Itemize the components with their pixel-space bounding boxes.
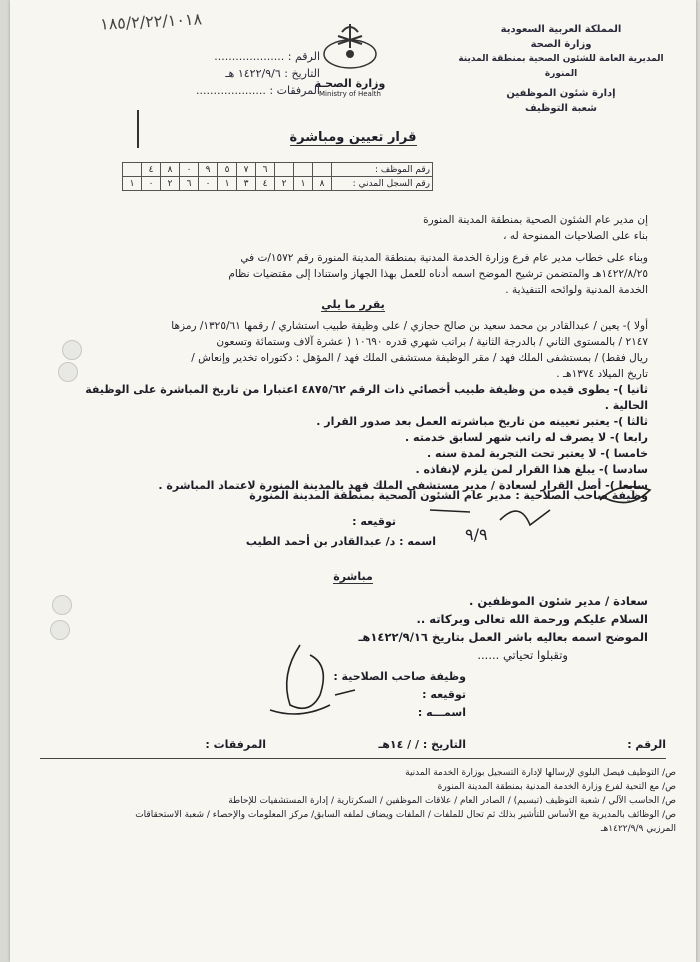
cc-list [16,766,676,836]
footer-divider [40,758,666,759]
date-label: التاريخ [291,67,320,80]
logo-english: Ministry of Health [319,90,381,98]
employee-id-table [122,162,433,191]
signature-icon [260,635,370,725]
emblem-icon [320,18,380,73]
list-item: تاريخ الميلاد ١٣٧٤هـ . [556,368,648,380]
letterhead-line: وزارة الصحة [530,39,592,50]
letterhead-line: إدارة شئون الموظفين [506,88,616,99]
authority-role: وظيفة صاحب الصلاحية : مدير عام الشئون الصحية بمنطقة المدينة المنورة [249,489,648,502]
letterhead-line: شعبة التوظيف [524,103,598,114]
attach-label: المرفقات [276,84,320,97]
list-item: سابعا )- أصل القرار لسعادة / مدير مستشفى الملك فهد بالمدينة المنورة لاعتماد المباشرة . [158,479,648,492]
ministry-logo [310,18,390,98]
list-item: ثانيا )- يطوى قيده من وظيفة طبيب أخصائي ذات الرقم ٤٨٧٥/٦٢ اعتبارا من تاريخ المباشرة على الوظيفة الحالية . [85,383,648,412]
civil-record-label: رقم السجل المدني : [332,177,433,191]
footer-ref: الرقم : [627,738,666,751]
list-item: سادسا )- يبلغ هذا القرار لمن يلزم لإنفاذه . [415,463,648,476]
intro-paragraph: إن مدير عام الشئون الصحية بمنطقة المدينة المنورة بناء على الصلاحيات الممنوحة له ، وبناء على خطاب مدير عام فرع وزارة الخدمة المدنية بمنطقة المدينة المنورة رقم ١٥٧٢/ت في ١٤٢٢/٨/٢٥هـ والمتضمن ترشيح الموضح اسمه أدناه للعمل بهذا الجهاز واستنادا إلى مقتضيات نظام الخدمة المدنية ولوائحه التنفيذية . [228,214,648,296]
signature-icon [350,470,670,540]
list-item: ٢١٤٧ / بالمستوى الثاني / بالدرجة الثانية / براتب شهري قدره ١٠٦٩٠ ( عشرة آلاف وستمائة وتسعون [216,336,648,348]
list-item: المرزبي ١٤٢٢/٩/٩هـ [600,824,676,834]
employee-number-label: رقم الموظف : [332,163,433,177]
document-page [10,0,696,962]
mubasharah-authority: وظيفة صاحب الصلاحية : توقيعه : اسمـــه : [333,670,466,719]
decides-heading: يقرر ما يلي [321,298,385,311]
list-item: ص/ الوظائف بالمديرية مع الأساس للتأشير بذلك ثم تحال للملفات / الملفات ويضاف لملفه السابق/ مركز المعلومات والإحصاء / شعبة الاستحقاقات [135,810,676,820]
ref-label: الرقم [294,50,320,63]
list-item: ص/ مع التحية لفرع وزارة الخدمة المدنية بمنطقة المدينة المنورة [437,782,676,792]
letterhead-line: المملكة العربية السعودية [500,24,622,35]
table-row: ٤ ٨ ٠ ٩ ٥ ٧ ٦ رقم الموظف : [123,163,433,177]
ref-block: الرقم : .................... التاريخ : ١٤٢٢/٩/٦ هـ المرفقات : .................... [195,50,320,97]
logo-arabic: وزارة الصحـة [314,77,386,90]
decision-items [68,318,648,494]
list-item: رابعا )- لا يصرف له راتب شهر لسابق خدمته . [405,431,648,444]
authority-name: اسمه : د/ عبدالقادر بن أحمد الطيب [245,535,436,548]
mubasharah-body: سعادة / مدير شئون الموظفين . السلام عليكم ورحمة الله تعالى وبركاته .. الموضح اسمه بعاليه باشر العمل بتاريخ ١٤٢٢/٩/١٦هـ وتقبلوا تحياتي ...... [358,594,648,662]
footer-date: التاريخ : / / ١٤هـ [378,738,466,751]
table-row: ١ ٠ ٢ ٦ ٠ ١ ٣ ٤ ٢ ١ ٨ رقم السجل المدني : [123,177,433,191]
list-item: أولا )- يعين / عبدالقادر بن محمد سعيد بن صالح حجازي / على وظيفة طبيب استشاري / رقمها ١٣٢٥/٦١/ رمزها [171,320,648,332]
hand-date: ١٤٢٢/٩/٦ هـ [225,67,281,80]
letterhead-line: المديرية العامة للشئون الصحية بمنطقة المدينة المنورة [458,54,664,79]
footer-attach: المرفقات : [205,738,266,751]
hand-number: ٩/٩ [465,525,488,544]
list-item: ص/ الحاسب الآلي / شعبة التوظيف (تبسيم) / الصادر العام / علاقات الموظفين / السكرتارية / إدارة المستشفيات للإحاطة [228,796,676,806]
list-item: ثالثا )- يعتبر تعيينه من تاريخ مباشرته العمل بعد صدور القرار . [316,415,648,428]
list-item: خامسا )- لا يعتبر تحت التجربة لمدة سنه . [427,447,648,460]
list-item: ص/ التوظيف فيصل البلوي لإرسالها لإدارة التسجيل بوزارة الخدمة المدنية [405,768,676,778]
authority-signature-label: توقيعه : [352,515,396,528]
page-title: قرار تعيين ومباشرة [289,130,417,145]
ref-number: ١٨٥/٢/٢٢/١٠١٨ [99,9,203,34]
letterhead [446,22,676,116]
mubasharah-title: مباشرة [333,570,373,583]
list-item: ريال فقط) / بمستشفى الملك فهد / مقر الوظيفة مستشفى الملك فهد / المؤهل : دكتوراه تخدير وإنعاش / [191,352,648,364]
